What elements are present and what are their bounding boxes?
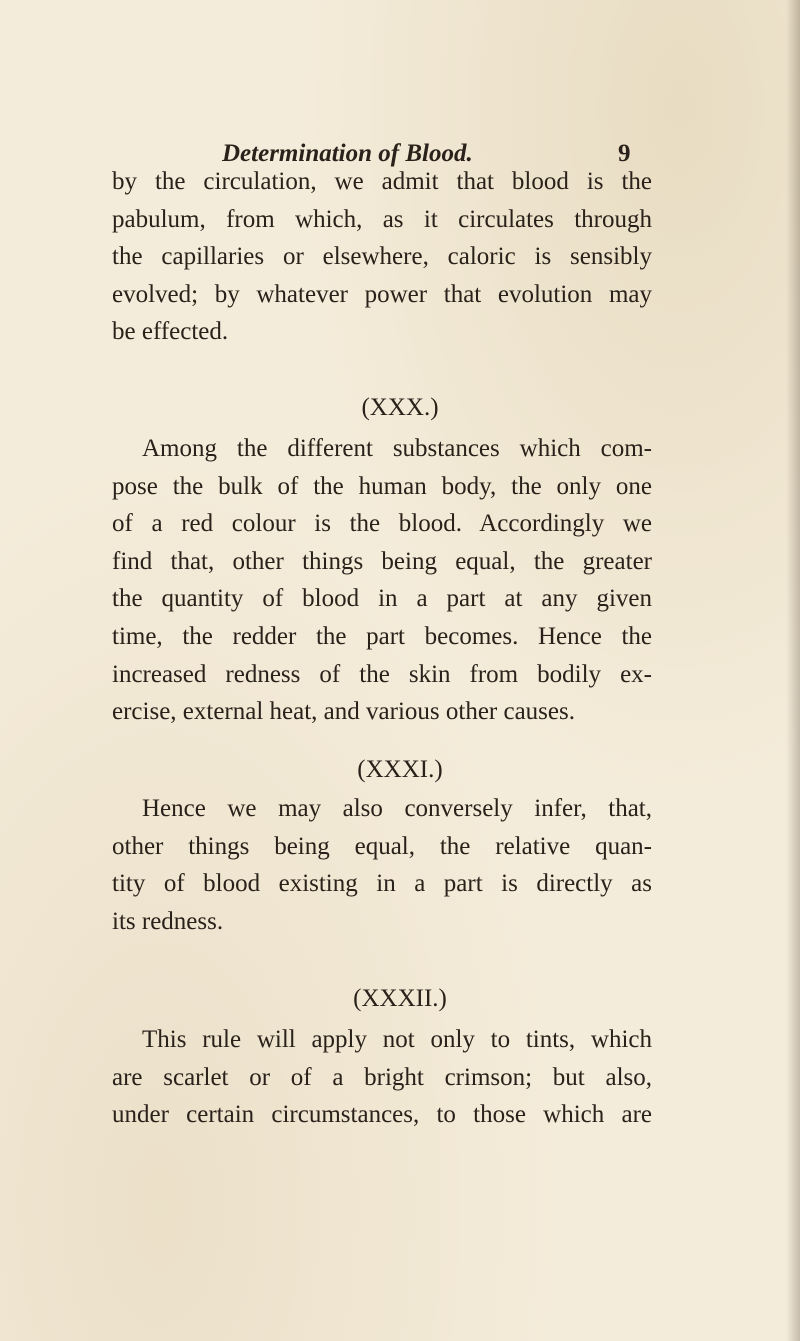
text-line: tity of blood existing in a part is directly as — [112, 870, 652, 898]
text-line: Among the different substances which com- — [142, 435, 652, 462]
text-line: find that, other things being equal, the greater — [112, 547, 652, 575]
paragraph-xxxii — [112, 1021, 652, 1134]
text-line: increased redness of the skin from bodily ex- — [112, 660, 652, 688]
text-line: the quantity of blood in a part at any given — [112, 585, 652, 613]
section-heading-xxxii: (XXXII.) — [353, 985, 447, 1012]
text-line: This rule will apply not only to tints, which — [142, 1026, 652, 1053]
page-number: 9 — [618, 140, 631, 167]
text-line: are scarlet or of a bright crimson; but also, — [112, 1063, 652, 1091]
text-line: of a red colour is the blood. Accordingly we — [112, 510, 652, 538]
text-line: other things being equal, the relative quan- — [112, 832, 652, 860]
text-line: ercise, external heat, and various other causes. — [112, 698, 575, 726]
text-line: the capillaries or elsewhere, caloric is sensibly — [112, 243, 652, 271]
text-line: be effected. — [112, 318, 229, 346]
running-title: Determination of Blood. — [222, 140, 473, 167]
page-edge-shadow — [786, 0, 800, 1341]
paragraph-xxxi — [112, 790, 652, 940]
paragraph-continuation — [112, 163, 652, 351]
text-line: Hence we may also conversely infer, that, — [142, 795, 652, 822]
text-line: by the circulation, we admit that blood is the — [112, 168, 652, 195]
text-line: evolved; by whatever power that evolution may — [112, 280, 652, 308]
text-line: its redness. — [112, 907, 224, 935]
text-line: pose the bulk of the human body, the only one — [112, 472, 652, 500]
text-line: pabulum, from which, as it circulates through — [112, 205, 652, 233]
paragraph-xxx — [112, 430, 652, 731]
section-heading-xxx: (XXX.) — [361, 394, 439, 421]
text-line: under certain circumstances, to those which are — [112, 1101, 652, 1129]
section-heading-xxxi: (XXXI.) — [357, 756, 443, 783]
text-line: time, the redder the part becomes. Hence the — [112, 622, 652, 650]
